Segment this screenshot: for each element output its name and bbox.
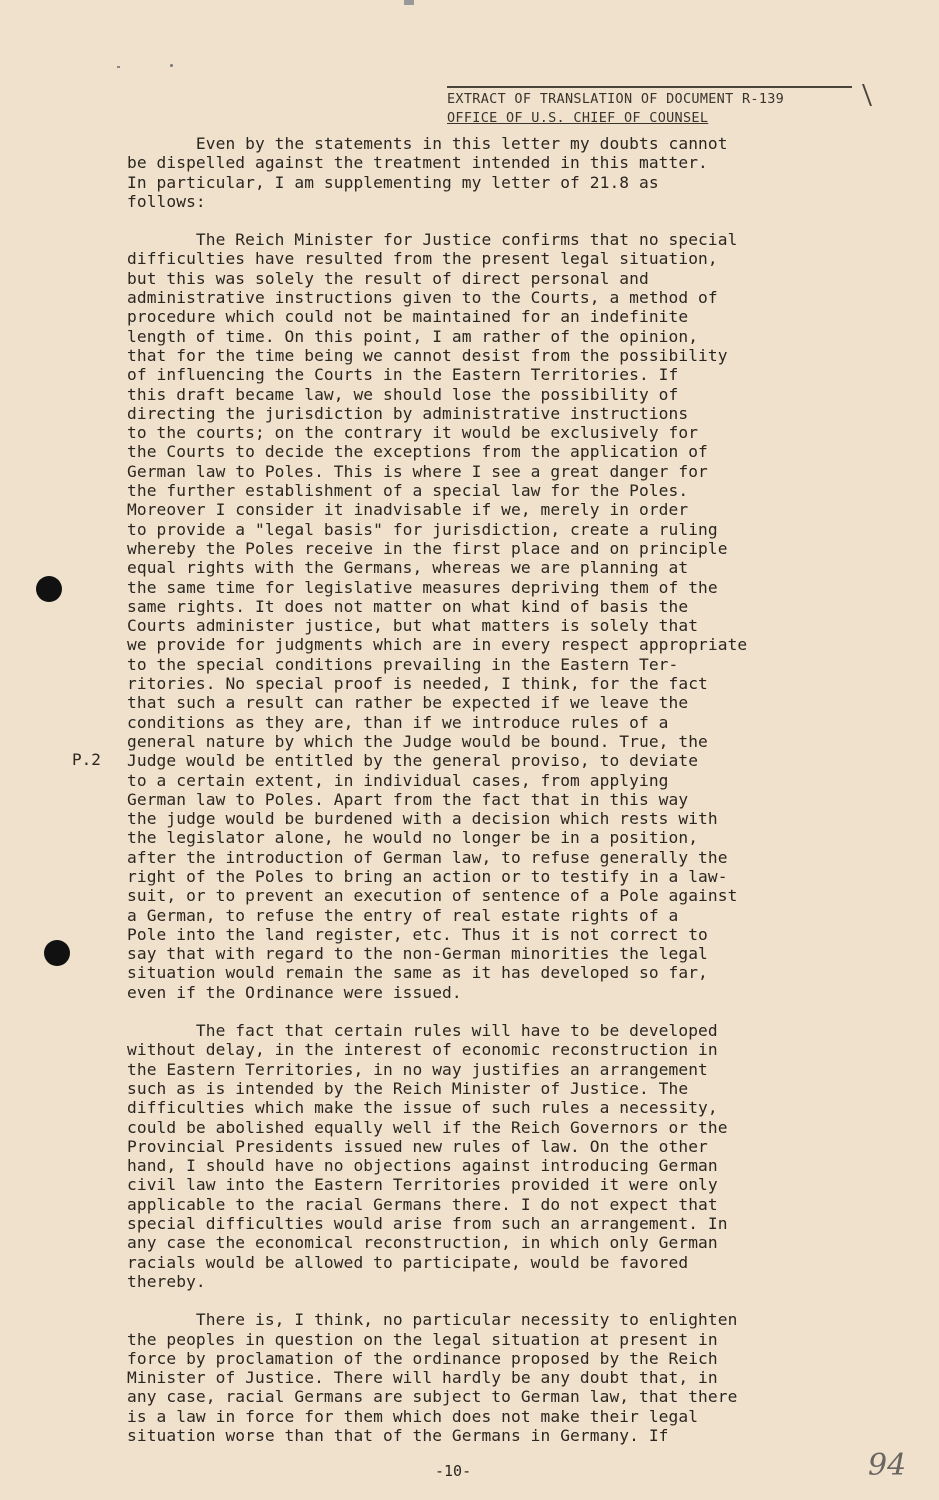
punch-hole bbox=[44, 940, 70, 966]
paragraph: The Reich Minister for Justice confirms that no special difficulties have resulted from the present legal situation, but this was solely the result of direct personal and administrative instructions given to the Courts, a method of procedure which could not be maintained for an indefinite length of time. On this point, I am rather of the opinion, that for the time being we cannot desist from the possibility of influencing the Courts in the Eastern Territories. If this draft became law, we should lose the possibility of directing the jurisdiction by administrative instructions to the courts; on the contrary it would be exclusively for the Courts to decide the exceptions from the application of German law to Poles. This is where I see a great danger for the further establishment of a special law for the Poles. Moreover I consider it inadvisable if we, merely in order to provide a "legal basis" for jurisdiction, create a ruling whereby the Poles receive in the first place and on principle equal rights with the Germans, whereas we are planning at the same time for legislative measures depriving them of the same rights. It does not matter on what kind of basis the Courts administer justice, but what matters is solely that we provide for judgments which are in every respect appropriate to the special conditions prevailing in the Eastern Ter- ritories. No special proof is needed, I think, for the fact that such a result can rather be expected if we leave the conditions as they are, than if we introduce rules of a general nature by which the Judge would be bound. True, the Judge would be entitled by the general proviso, to deviate to a certain extent, in individual cases, from applying German law to Poles. Apart from the fact that in this way the judge would be burdened with a decision which rests with the legislator alone, he would no longer be in a position, after the introduction of German law, to refuse generally the right of the Poles to bring an action or to testify in a law- suit, or to prevent an execution of sentence of a Pole against a German, to refuse the entry of real estate rights of a Pole into the land register, etc. Thus it is not correct to say that with regard to the non-German minorities the legal situation would remain the same as it has developed so far, even if the Ordinance were issued. bbox=[127, 230, 748, 1002]
paper-speck bbox=[117, 66, 120, 68]
page-number: -10- bbox=[435, 1462, 472, 1480]
document-header bbox=[447, 86, 867, 128]
paragraph: Even by the statements in this letter my doubts cannot be dispelled against the treatment intended in this matter. In particular, I am supplementing my letter of 21.8 as follows: bbox=[127, 134, 728, 211]
handwritten-page-number: 94 bbox=[868, 1448, 907, 1483]
paragraph: There is, I think, no particular necessity to enlighten the peoples in question on the legal situation at present in force by proclamation of the ordinance proposed by the Reich Minister of Justice. There will hardly be any doubt that, in any case, racial Germans are subject to German law, that there is a law in force for them which does not make their legal situation worse than that of the Germans in Germany. If bbox=[127, 1310, 738, 1445]
margin-note: P.2 bbox=[72, 750, 101, 769]
paragraph: The fact that certain rules will have to be developed without delay, in the interest of economic reconstruction in the Eastern Territories, in no way justifies an arrangement such as is intended by the Reich Minister of Justice. The difficulties which make the issue of such rules a necessity, could be abolished equally well if the Reich Governors or the Provincial Presidents issued new rules of law. On the other hand, I should have no objections against introducing German civil law into the Eastern Territories provided it were only applicable to the racial Germans there. I do not expect that special difficulties would arise from such an arrangement. In any case the economical reconstruction, in which only German racials would be allowed to participate, would be favored thereby. bbox=[127, 1021, 728, 1291]
header-rule bbox=[447, 86, 852, 88]
paper-speck bbox=[170, 64, 173, 67]
header-office: OFFICE OF U.S. CHIEF OF COUNSEL bbox=[447, 110, 709, 126]
header-title: EXTRACT OF TRANSLATION OF DOCUMENT R-139 bbox=[447, 91, 785, 107]
top-edge-mark bbox=[404, 0, 414, 5]
punch-hole bbox=[36, 576, 62, 602]
document-body bbox=[127, 134, 867, 1464]
